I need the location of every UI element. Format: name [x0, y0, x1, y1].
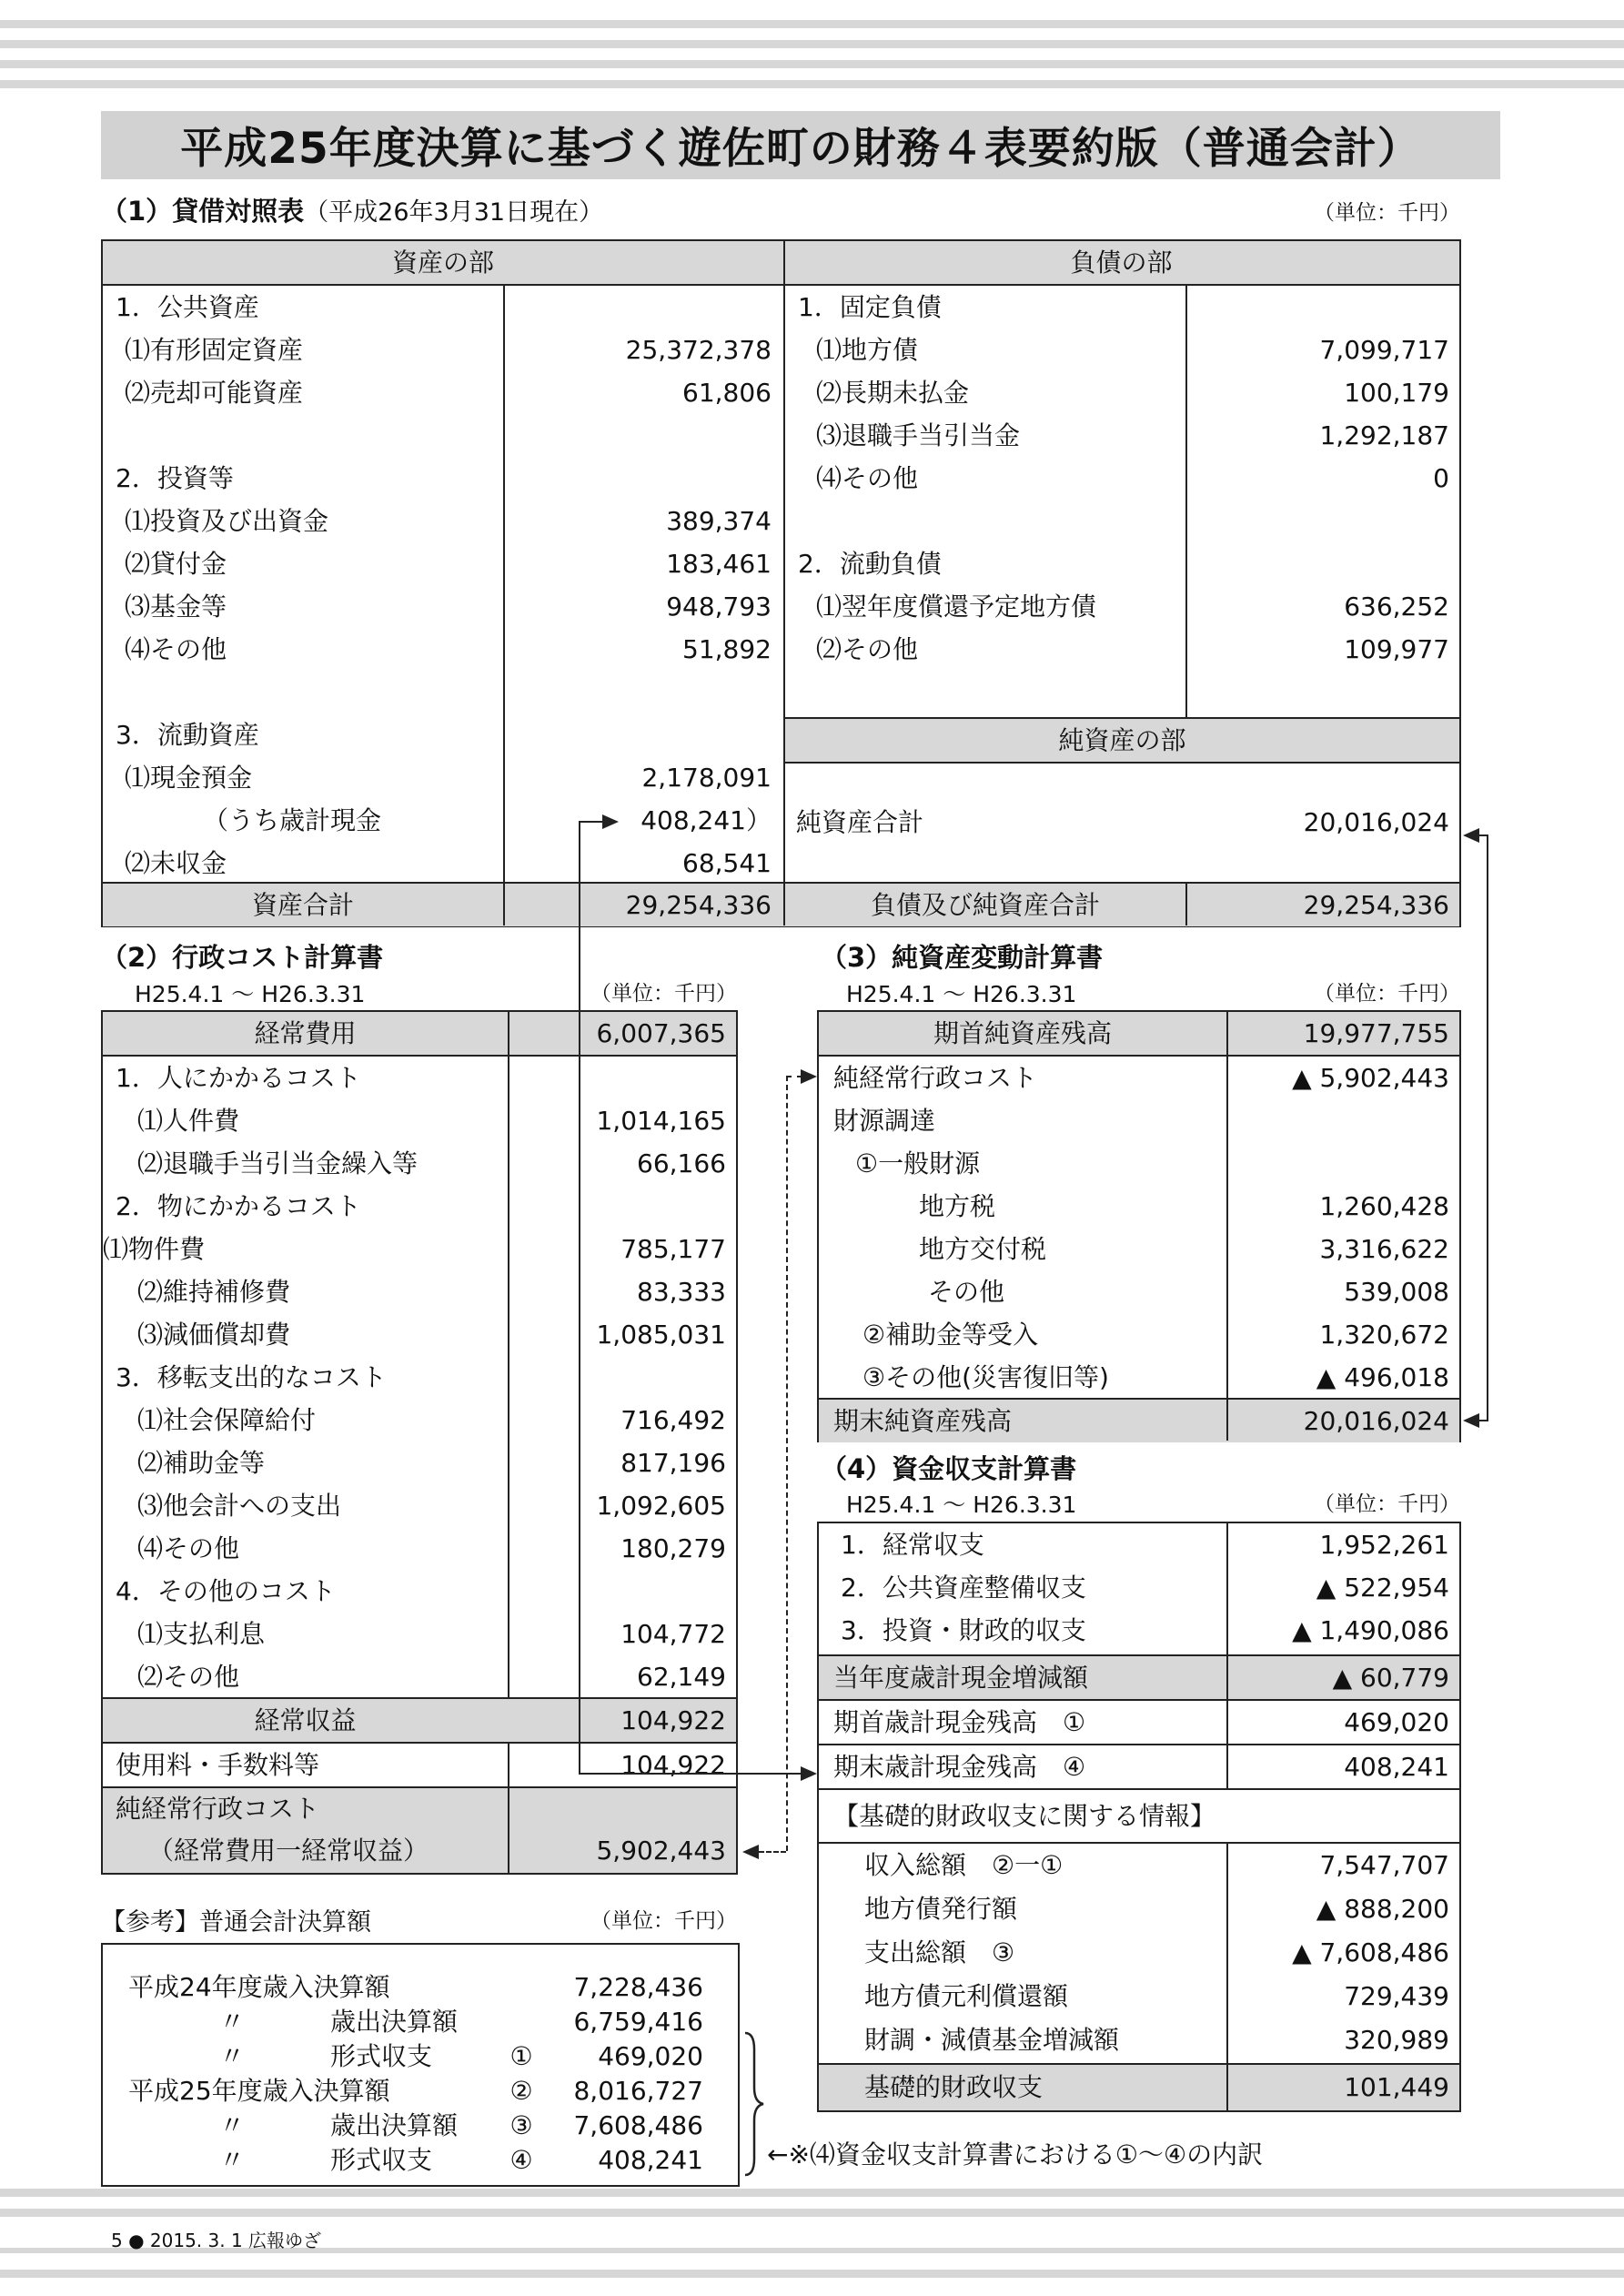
row-value: 1,085,031 [596, 1320, 726, 1350]
dashed-connector-line [759, 1851, 786, 1853]
row-value: ▲ 496,018 [1316, 1362, 1449, 1392]
net-cost-formula: （経常費用一経常収益） [148, 1836, 429, 1866]
row-label: 2．公共資産整備収支 [841, 1573, 1086, 1603]
table-row [103, 1185, 736, 1228]
column-divider [1185, 882, 1187, 925]
balance-sheet-heading [101, 191, 603, 228]
net-cost-label: 純経常行政コスト [116, 1794, 320, 1824]
column-divider [508, 1012, 509, 1699]
column-divider [503, 284, 505, 925]
row-label: 1．公共資産 [116, 292, 259, 322]
arrow-right-icon [602, 814, 619, 829]
row-value: 2,178,091 [641, 763, 772, 793]
row-label: ⑴支払利息 [137, 1619, 266, 1649]
basic-balance-total-row [819, 2065, 1459, 2110]
row-label: ⑷その他 [137, 1533, 240, 1563]
row-value: 183,461 [666, 549, 772, 579]
row-label: ⑵退職手当引当金繰入等 [137, 1148, 419, 1178]
reference-cell: ④ [509, 2145, 533, 2175]
table-row [103, 1228, 736, 1270]
reference-cell: 7,608,486 [573, 2110, 703, 2140]
table-row [103, 799, 783, 842]
top-stripe [0, 40, 1624, 48]
table-row [819, 1887, 1459, 1931]
ordinary-income-label: 経常収益 [254, 1705, 357, 1735]
row-value: 1,014,165 [596, 1106, 726, 1136]
table-row [819, 2018, 1459, 2062]
row-value: 109,977 [1344, 634, 1449, 664]
reference-cell: 408,241 [598, 2145, 703, 2175]
cf-change-row [819, 1656, 1459, 1699]
row-value: 68,541 [682, 848, 772, 878]
table-row [103, 500, 783, 542]
page-title: 平成25年度決算に基づく遊佐町の財務４表要約版（普通会計） [101, 111, 1500, 179]
reference-cell: 469,020 [598, 2041, 703, 2071]
table-row [819, 1185, 1459, 1228]
net-assets-header: 純資産の部 [785, 719, 1459, 762]
row-label: 3．移転支出的なコスト [116, 1362, 387, 1392]
row-value: 61,806 [682, 378, 772, 408]
row-value: 1,260,428 [1319, 1191, 1449, 1221]
top-stripe [0, 80, 1624, 88]
row-label: 財調・減債基金増減額 [864, 2025, 1120, 2055]
table-row [103, 414, 783, 457]
row-label: ⑴翌年度償還予定地方債 [816, 592, 1097, 622]
row-label: ⑴有形固定資産 [125, 335, 304, 365]
reference-cell: 7,228,436 [573, 1972, 703, 2002]
basic-balance-title: 【基礎的財政収支に関する情報】 [833, 1801, 1216, 1831]
row-value: 636,252 [1344, 592, 1449, 622]
reference-cell: 平成24年度歳入決算額 [128, 1972, 390, 2002]
reference-row [103, 2074, 738, 2109]
row-label: ⑵長期未払金 [816, 378, 970, 408]
row-label: その他 [928, 1277, 1005, 1307]
table-row [103, 1057, 736, 1099]
cf-change-value: ▲ 60,779 [1332, 1663, 1449, 1693]
arrow-right-icon [801, 1766, 817, 1781]
reference-cell: 6,759,416 [573, 2007, 703, 2037]
reference-row [103, 2039, 738, 2074]
row-label: ⑶基金等 [125, 592, 227, 622]
column-divider [1226, 1523, 1228, 1790]
row-value: 1,320,672 [1319, 1320, 1449, 1350]
table-row [819, 1609, 1459, 1652]
table-row [819, 1356, 1459, 1399]
divider [819, 1788, 1459, 1790]
row-value: ▲ 7,608,486 [1292, 1937, 1449, 1967]
table-row [103, 1356, 736, 1399]
net-assets-total-label: 純資産合計 [796, 807, 924, 837]
row-label: ⑷その他 [816, 463, 919, 493]
cf-begin-value: 469,020 [1344, 1707, 1449, 1737]
reference-cell: 8,016,727 [573, 2076, 703, 2106]
liabilities-header: 負債の部 [783, 241, 1459, 284]
table-row [103, 842, 783, 885]
fees-label: 使用料・手数料等 [116, 1750, 320, 1780]
net-assets-change-period: H25.4.1 〜 H26.3.31 [846, 981, 1077, 1007]
row-value: 1,952,261 [1319, 1530, 1449, 1560]
nc-end-label: 期末純資産残高 [833, 1406, 1013, 1436]
row-label: ⑴投資及び出資金 [125, 506, 329, 536]
assets-total-label: 資産合計 [251, 890, 354, 920]
table-row [103, 286, 783, 329]
row-label: 財源調達 [833, 1106, 936, 1136]
net-cost-row [103, 1788, 736, 1873]
row-label: 2．物にかかるコスト [116, 1191, 361, 1221]
cf-begin-row [819, 1701, 1459, 1744]
row-value: 100,179 [1344, 378, 1449, 408]
table-row [819, 1142, 1459, 1185]
table-row [785, 585, 1461, 628]
dashed-connector-line [786, 1076, 788, 1851]
row-value: 1,292,187 [1319, 420, 1449, 450]
bullet-icon: ● [128, 2230, 145, 2251]
net-assets-change-heading: （3）純資産変動計算書 [821, 942, 1104, 973]
table-row [103, 1527, 736, 1570]
reference-cell: 〃 [219, 2041, 246, 2071]
reference-cell: 歳出決算額 [330, 2007, 459, 2037]
table-row [819, 1975, 1459, 2018]
reference-table [101, 1943, 740, 2187]
column-divider [1185, 284, 1187, 719]
cost-header-label: 経常費用 [254, 1018, 357, 1048]
footer [111, 2226, 321, 2252]
arrow-right-icon [801, 1069, 817, 1084]
connector-line [1487, 834, 1488, 1420]
row-value: 104,772 [620, 1619, 726, 1649]
row-value: 716,492 [620, 1405, 726, 1435]
row-label: ⑶減価償却費 [137, 1320, 291, 1350]
fees-value: 104,922 [620, 1750, 726, 1780]
table-row [785, 371, 1461, 414]
row-value: 948,793 [666, 592, 772, 622]
row-label: ⑴地方債 [816, 335, 919, 365]
reference-cell: ③ [509, 2110, 533, 2140]
reference-cell: 〃 [219, 2145, 246, 2175]
arrow-left-icon [1463, 1413, 1479, 1428]
brace-icon [741, 2031, 769, 2177]
table-row [819, 1228, 1459, 1270]
row-label: ⑵貸付金 [125, 549, 227, 579]
column-divider [783, 241, 785, 925]
cash-flow-period: H25.4.1 〜 H26.3.31 [846, 1492, 1077, 1518]
bottom-stripe [0, 2209, 1624, 2217]
nc-header-row [819, 1012, 1459, 1055]
assets-header: 資産の部 [103, 241, 783, 284]
table-row [103, 756, 783, 799]
table-row [819, 1931, 1459, 1975]
row-label: ①一般財源 [855, 1148, 981, 1178]
row-value: ▲ 1,490,086 [1292, 1615, 1449, 1645]
row-label: ⑴人件費 [137, 1106, 240, 1136]
reference-cell: ① [509, 2041, 533, 2071]
connector-line [1479, 834, 1488, 836]
column-divider [1226, 1842, 1228, 2110]
assets-total-value: 29,254,336 [625, 890, 772, 920]
balance-sheet-title: （1）貸借対照表 [101, 196, 305, 227]
row-value: 62,149 [637, 1662, 726, 1692]
reference-cell: 〃 [219, 2110, 246, 2140]
table-row [785, 628, 1461, 671]
reference-row [103, 1970, 738, 2005]
cost-statement-heading: （2）行政コスト計算書 [101, 942, 384, 973]
row-value: 7,099,717 [1319, 335, 1449, 365]
row-value: 785,177 [620, 1234, 726, 1264]
cf-change-label: 当年度歳計現金増減額 [833, 1663, 1089, 1693]
row-label: ⑵売却可能資産 [125, 378, 304, 408]
top-stripe [0, 20, 1624, 28]
ordinary-income-row [103, 1699, 736, 1742]
table-row [785, 500, 1461, 542]
connector-line [579, 1773, 802, 1775]
table-row [103, 1613, 736, 1655]
table-row [103, 585, 783, 628]
row-value: 320,989 [1344, 2025, 1449, 2055]
row-label: 2．流動負債 [798, 549, 942, 579]
row-label: ⑵未収金 [125, 848, 227, 878]
cost-header-value: 6,007,365 [596, 1018, 726, 1048]
connector-line [579, 821, 604, 823]
row-value: 66,166 [637, 1148, 726, 1178]
balance-sheet-table [101, 239, 1461, 927]
row-value: 729,439 [1344, 1981, 1449, 2011]
row-value: 83,333 [637, 1277, 726, 1307]
table-row [785, 414, 1461, 457]
table-row [103, 1270, 736, 1313]
nc-header-label: 期首純資産残高 [933, 1018, 1112, 1048]
column-divider [508, 1742, 509, 1873]
reference-cell: 歳出決算額 [330, 2110, 459, 2140]
table-row [819, 1313, 1459, 1356]
publication-name: 広報ゆざ [248, 2230, 322, 2251]
row-label: 3．流動資産 [116, 720, 259, 750]
table-row [103, 371, 783, 414]
row-value: 817,196 [620, 1448, 726, 1478]
reference-cell: 〃 [219, 2007, 246, 2037]
row-label: ⑵その他 [816, 634, 919, 664]
reference-cell: 形式収支 [330, 2041, 433, 2071]
row-value: 389,374 [666, 506, 772, 536]
reference-cell: 形式収支 [330, 2145, 433, 2175]
net-assets-change-unit: （単位：千円） [1314, 982, 1460, 1006]
reference-unit: （単位：千円） [590, 1909, 737, 1933]
row-value: 51,892 [682, 634, 772, 664]
row-value: 180,279 [620, 1533, 726, 1563]
ordinary-income-value: 104,922 [620, 1705, 726, 1735]
row-value: 408,241） [641, 805, 772, 835]
table-row [785, 457, 1461, 500]
row-label: ⑶退職手当引当金 [816, 420, 1021, 450]
net-cost-value: 5,902,443 [596, 1836, 726, 1866]
reference-row [103, 2143, 738, 2178]
row-label: ⑵その他 [137, 1662, 240, 1692]
table-row [103, 1142, 736, 1185]
row-label: ③その他(災害復旧等) [862, 1362, 1109, 1392]
reference-cell: ② [509, 2076, 533, 2106]
liabilities-net-total-label: 負債及び純資産合計 [870, 890, 1100, 920]
row-value: 7,547,707 [1319, 1850, 1449, 1880]
row-label: 1．固定負債 [798, 292, 942, 322]
cf-begin-label: 期首歳計現金残高 ① [833, 1707, 1086, 1737]
row-label: 地方交付税 [919, 1234, 1047, 1264]
reference-note: ←※⑷資金収支計算書における①〜④の内訳 [767, 2139, 1264, 2170]
table-row [103, 542, 783, 585]
cost-header-row [103, 1012, 736, 1055]
table-row [785, 286, 1461, 329]
fees-row [103, 1744, 736, 1786]
row-value: 3,316,622 [1319, 1234, 1449, 1264]
row-label: ⑷その他 [125, 634, 227, 664]
basic-balance-total-value: 101,449 [1344, 2072, 1449, 2102]
row-label: 1．人にかかるコスト [116, 1063, 361, 1093]
cf-end-row [819, 1745, 1459, 1788]
table-row [819, 1523, 1459, 1566]
table-row [819, 1566, 1459, 1609]
row-value: 539,008 [1344, 1277, 1449, 1307]
table-row [819, 1844, 1459, 1887]
reference-cell: 平成25年度歳入決算額 [128, 2076, 390, 2106]
nc-end-value: 20,016,024 [1303, 1406, 1449, 1436]
row-value: ▲ 888,200 [1316, 1894, 1449, 1924]
row-value: ▲ 5,902,443 [1292, 1063, 1449, 1093]
row-label: 1．経常収支 [841, 1530, 984, 1560]
bottom-stripe [0, 2270, 1624, 2278]
cash-flow-unit: （単位：千円） [1314, 1492, 1460, 1516]
table-row [819, 1270, 1459, 1313]
arrow-left-icon [742, 1845, 759, 1859]
totals-row [103, 884, 1459, 926]
row-label: 地方債発行額 [864, 1894, 1018, 1924]
cost-statement-table [101, 1010, 738, 1875]
net-assets-total-value: 20,016,024 [1303, 807, 1449, 837]
table-row [819, 1057, 1459, 1099]
row-value: 0 [1433, 463, 1449, 493]
row-value: 1,092,605 [596, 1491, 726, 1521]
table-row [103, 1399, 736, 1441]
top-stripe [0, 60, 1624, 68]
table-row [785, 329, 1461, 371]
table-row [785, 671, 1461, 713]
table-row [103, 1570, 736, 1613]
net-assets-change-table [817, 1010, 1461, 1442]
row-label: ⑵維持補修費 [137, 1277, 291, 1307]
row-label: 支出総額 ③ [864, 1937, 1015, 1967]
table-row [103, 628, 783, 671]
row-label: 2．投資等 [116, 463, 234, 493]
row-label: ⑴現金預金 [125, 763, 253, 793]
row-label: 4．その他のコスト [116, 1576, 336, 1606]
cash-flow-heading: （4）資金収支計算書 [821, 1453, 1077, 1484]
row-label: （うち歳計現金 [203, 805, 382, 835]
row-label: ⑵補助金等 [137, 1448, 266, 1478]
row-label: 地方債元利償還額 [864, 1981, 1069, 2011]
reference-row [103, 2005, 738, 2039]
cash-flow-table [817, 1522, 1461, 2112]
row-value: ▲ 522,954 [1316, 1573, 1449, 1603]
connector-line [579, 821, 580, 1775]
row-label: ⑶他会計への支出 [137, 1491, 342, 1521]
nc-end-row [819, 1400, 1459, 1442]
table-row [819, 1099, 1459, 1142]
cost-statement-period: H25.4.1 〜 H26.3.31 [135, 981, 366, 1007]
net-assets-total-row [785, 764, 1461, 882]
row-label: 収入総額 ②一① [864, 1850, 1064, 1880]
table-row [103, 1441, 736, 1484]
cf-end-value: 408,241 [1344, 1752, 1449, 1782]
reference-row [103, 2109, 738, 2143]
row-label: ②補助金等受入 [862, 1320, 1039, 1350]
row-label: ⑴物件費 [103, 1234, 206, 1264]
column-divider [1226, 1012, 1228, 1441]
cost-statement-unit: （単位：千円） [590, 982, 737, 1006]
table-row [103, 671, 783, 713]
cf-end-label: 期末歳計現金残高 ④ [833, 1752, 1086, 1782]
connector-line [1479, 1420, 1488, 1421]
bottom-stripe [0, 2189, 1624, 2197]
page-number: 5 [111, 2230, 123, 2251]
row-label: ⑴社会保障給付 [137, 1405, 317, 1435]
arrow-left-icon [1463, 828, 1479, 843]
table-row [103, 1655, 736, 1698]
table-row [103, 329, 783, 371]
row-label: 地方税 [919, 1191, 996, 1221]
issue-date: 2015. 3. 1 [149, 2230, 243, 2251]
reference-heading: 【参考】普通会計決算額 [101, 1908, 371, 1937]
row-value: 25,372,378 [625, 335, 772, 365]
table-row [103, 1313, 736, 1356]
row-label: 純経常行政コスト [833, 1063, 1038, 1093]
basic-balance-total-label: 基礎的財政収支 [864, 2072, 1044, 2102]
table-row [103, 713, 783, 756]
balance-sheet-unit: （単位：千円） [1314, 201, 1460, 225]
liabilities-net-total-value: 29,254,336 [1303, 890, 1449, 920]
table-row [103, 1484, 736, 1527]
nc-header-value: 19,977,755 [1303, 1018, 1449, 1048]
table-row [103, 457, 783, 500]
basic-balance-header [819, 1795, 1459, 1837]
balance-sheet-date: （平成26年3月31日現在） [304, 198, 604, 227]
row-label: 3．投資・財政的収支 [841, 1615, 1086, 1645]
table-row [785, 542, 1461, 585]
table-row [103, 1099, 736, 1142]
